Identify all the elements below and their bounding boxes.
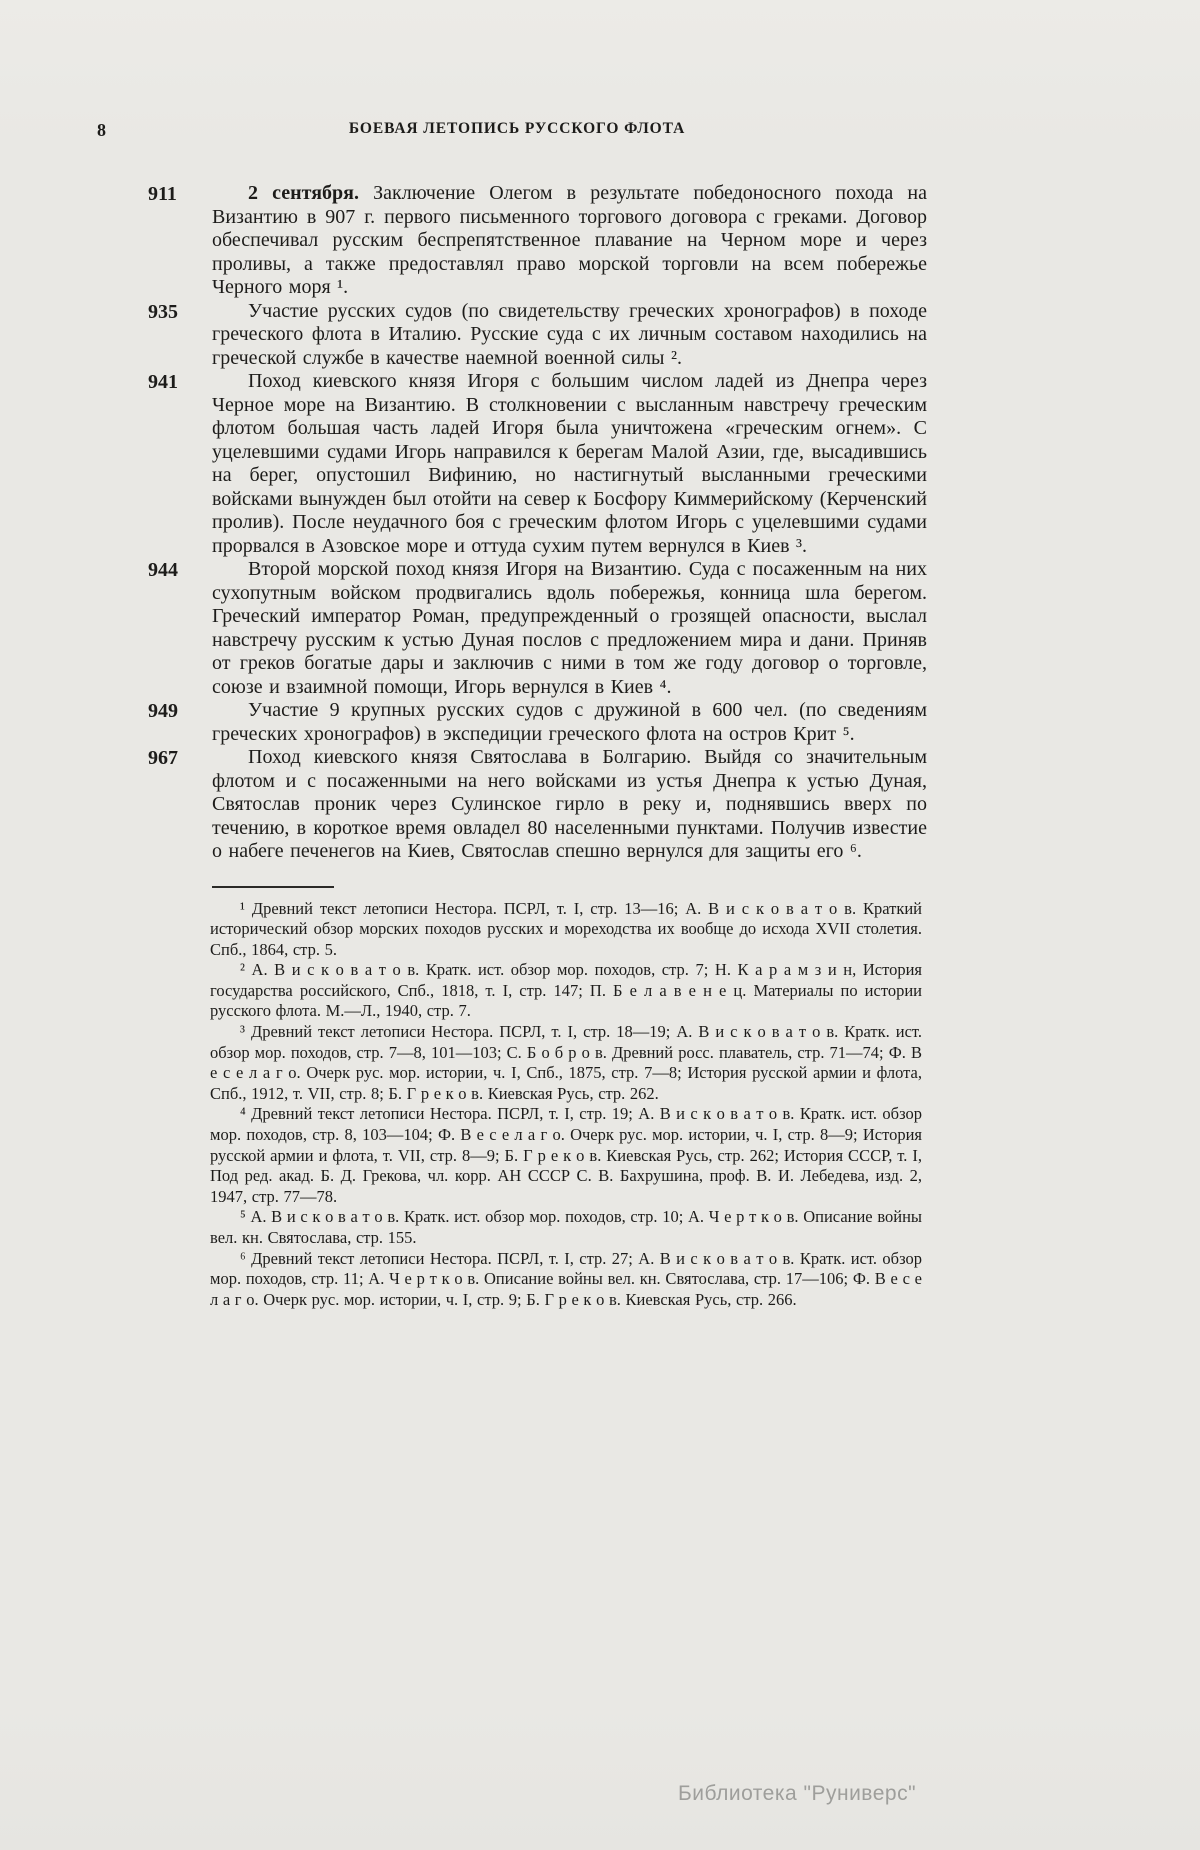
entry-body: Поход киевского князя Святослава в Болгарию. Выйдя со значительным флотом и с посаженными на него войсками из устья Днепра к устью Дуная, Святослав проник через Сулинское гирло в реку и, поднявшись вверх по течению, в короткое время овладел 80 населенными пунктами. Получив известие о набеге печенегов на Киев, Святослав спешно вернулся для защиты его ⁶. — [212, 746, 927, 862]
entry-year: 944 — [148, 559, 178, 581]
entry-body: Второй морской поход князя Игоря на Византию. Суда с посаженным на них сухопутным войском продвигались вдоль побережья, конница шла берегом. Греческий император Роман, предупрежденный о грозящей опасности, выслал навстречу русским к устью Дуная послов с предложением мира и дани. Приняв от греков богатые дары и заключив с ними в том же году договор о торговле, союзе и взаимной помощи, Игорь вернулся в Киев ⁴. — [212, 558, 927, 698]
entry-text — [212, 558, 927, 699]
entry-text — [212, 182, 927, 300]
entry-body: Заключение Олегом в результате победоносного похода на Византию в 907 г. первого письменного торгового договора с греками. Договор обеспечивал русским беспрепятственное плавание на Черном море и через проливы, а также предоставлял право морской торговли на всем побережье Черного моря ¹. — [212, 182, 927, 298]
footnote-3: ³ Древний текст летописи Нестора. ПСРЛ, т. I, стр. 18—19; А. В и с к о в а т о в. Кратк. ист. обзор мор. походов, стр. 7—8, 101—103; С. Б о б р о в. Древний росс. плаватель, стр. 71—74; Ф. В е с е л а г о. Очерк рус. мор. истории, ч. I, Спб., 1875, стр. 7—8; История русской армии и флота, Спб., 1912, т. VII, стр. 8; Б. Г р е к о в. Киевская Русь, стр. 262. — [210, 1022, 922, 1103]
entry-year: 967 — [148, 747, 178, 769]
entry-text — [212, 370, 927, 558]
entry-year: 949 — [148, 700, 178, 722]
running-title: БОЕВАЯ ЛЕТОПИСЬ РУССКОГО ФЛОТА — [348, 120, 686, 137]
footnote-separator — [212, 886, 334, 888]
chronicle-entry-949 — [148, 699, 927, 746]
entry-year: 911 — [148, 183, 177, 205]
footnote-5: ⁵ А. В и с к о в а т о в. Кратк. ист. обзор мор. походов, стр. 10; А. Ч е р т к о в. Описание войны вел. кн. Святослава, стр. 155. — [210, 1207, 922, 1247]
entry-year: 941 — [148, 371, 178, 393]
footnote-2: ² А. В и с к о в а т о в. Кратк. ист. обзор мор. походов, стр. 7; Н. К а р а м з и н, История государства российского, Спб., 1818, т. I, стр. 147; П. Б е л а в е н е ц. Материалы по истории русского флота. М.—Л., 1940, стр. 7. — [210, 960, 922, 1021]
chronicle-entry-944 — [148, 558, 927, 699]
entry-date-lead: 2 сентября. — [248, 182, 359, 204]
content-column — [148, 182, 927, 1310]
chronicle-entry-935 — [148, 300, 927, 371]
entry-year: 935 — [148, 300, 178, 323]
entry-text — [212, 699, 927, 746]
page-number: 8 — [97, 120, 106, 140]
entry-body: Участие русских судов (по свидетельству греческих хронографов) в походе греческого флота в Италию. Русские суда с их личным составом находились на греческой службе в качестве наемной военной силы ². — [212, 299, 927, 369]
running-head — [97, 120, 937, 144]
chronicle-entry-967 — [148, 746, 927, 864]
library-watermark: Библиотека "Руниверс" — [678, 1782, 917, 1805]
footnotes-section — [210, 886, 922, 1311]
footnote-6: ⁶ Древний текст летописи Нестора. ПСРЛ, т. I, стр. 27; А. В и с к о в а т о в. Кратк. ист. обзор мор. походов, стр. 11; А. Ч е р т к о в. Описание войны вел. кн. Святослава, стр. 17—106; Ф. В е с е л а г о. Очерк рус. мор. истории, ч. I, стр. 9; Б. Г р е к о в. Киевская Русь, стр. 266. — [210, 1248, 922, 1309]
entry-text — [212, 300, 927, 371]
entry-body: Поход киевского князя Игоря с большим числом ладей из Днепра через Черное море на Византию. В столкновении с высланным навстречу греческим флотом большая часть ладей Игоря была уничтожена «греческим огнем». С уцелевшими судами Игорь направился к берегам Малой Азии, где, высадившись на берег, опустошил Вифинию, но настигнутый высланными греческими войсками вынужден был отойти на север к Босфору Киммерийскому (Керченский пролив). После неудачного боя с греческим флотом Игорь с уцелевшими судами прорвался в Азовское море и оттуда сухим путем вернулся в Киев ³. — [212, 370, 927, 557]
footnote-4: ⁴ Древний текст летописи Нестора. ПСРЛ, т. I, стр. 19; А. В и с к о в а т о в. Кратк. ист. обзор мор. походов, стр. 8, 103—104; Ф. В е с е л а г о. Очерк рус. мор. истории, ч. I, стр. 8—9; История русской армии и флота, т. VII, стр. 8—9; Б. Г р е к о в. Киевская Русь, стр. 262; История СССР, т. I, Под ред. акад. Б. Д. Грекова, чл. корр. АН СССР С. В. Бахрушина, проф. В. И. Лебедева, изд. 2, 1947, стр. 77—78. — [210, 1104, 922, 1206]
entry-text — [212, 746, 927, 864]
chronicle-entry-941 — [148, 370, 927, 558]
chronicle-entry-911 — [148, 182, 927, 300]
footnote-1: ¹ Древний текст летописи Нестора. ПСРЛ, т. I, стр. 13—16; А. В и с к о в а т о в. Краткий исторический обзор морских походов русских и мореходства их вообще до исхода XVII столетия. Спб., 1864, стр. 5. — [210, 898, 922, 959]
entry-body: Участие 9 крупных русских судов с дружиной в 600 чел. (по сведениям греческих хронографов) в экспедиции греческого флота на остров Крит ⁵. — [212, 699, 927, 745]
